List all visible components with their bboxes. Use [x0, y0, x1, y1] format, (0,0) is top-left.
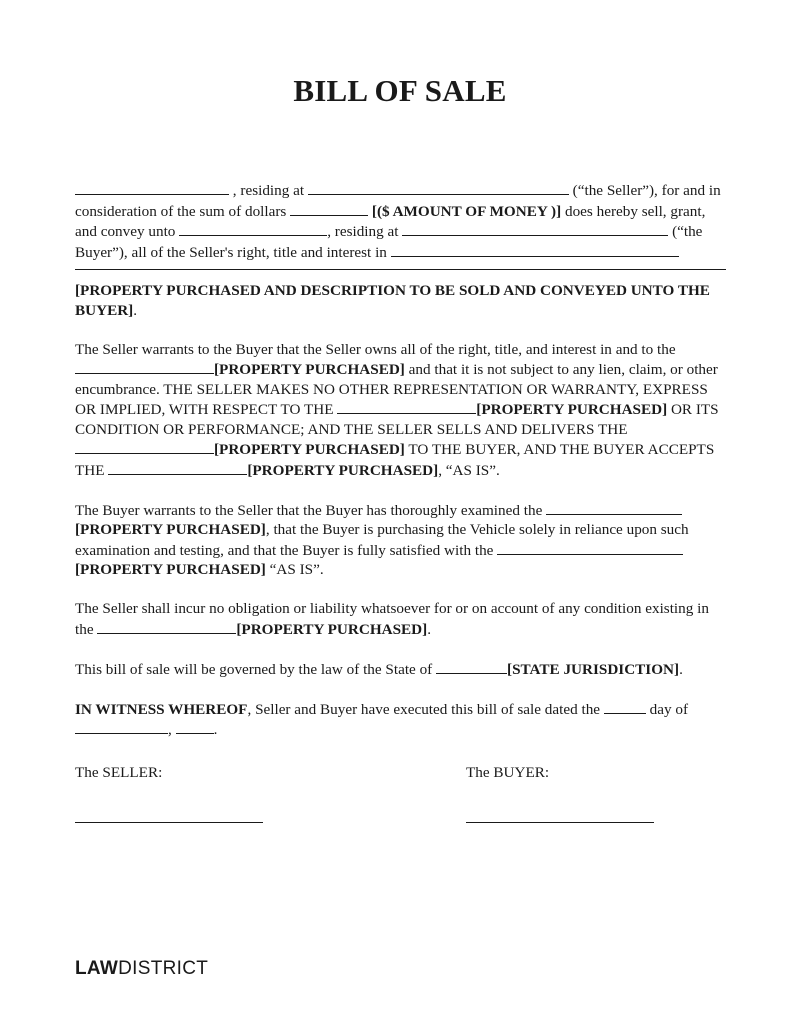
buyer-signature-label: The BUYER: — [466, 763, 550, 781]
text: (“the Buyer”), all of the Seller's right, title and interest in — [75, 223, 703, 261]
property-description-line[interactable] — [75, 269, 726, 270]
text: does hereby sell, grant, and convey unto — [75, 202, 706, 240]
text: , “AS IS”. — [438, 461, 500, 479]
text: The Buyer warrants to the Seller that the Buyer has thoroughly examined the — [75, 501, 543, 519]
seller-signature-label: The SELLER: — [75, 763, 163, 781]
text: , — [168, 721, 172, 738]
property-blank[interactable] — [75, 439, 214, 454]
liability-paragraph — [75, 599, 726, 639]
parties-paragraph — [75, 180, 726, 262]
lawdistrict-logo — [75, 958, 208, 980]
governing-law-paragraph — [75, 659, 726, 680]
property-blank[interactable] — [108, 460, 247, 475]
text: OR ITS CONDITION OR PERFORMANCE; AND THE SELLER SELLS AND DELIVERS THE — [75, 401, 719, 438]
text: . — [427, 620, 432, 638]
text: . — [133, 301, 138, 319]
year-blank[interactable] — [176, 719, 214, 734]
text: and that it is not subject to any lien, claim, or other encumbrance. THE SELLER MAKES NO OTHER REPRESENTATION OR WARRANTY, EXPRESS OR IMPLIED, WITH RESPECT TO THE — [75, 361, 718, 418]
witness-paragraph — [75, 699, 726, 740]
text: , that the Buyer is purchasing the Vehicle solely in reliance upon such examination and testing, and that the Buyer is fully satisfied with the — [75, 521, 689, 559]
property-blank[interactable] — [337, 399, 476, 414]
property-description-paragraph — [75, 281, 726, 320]
month-blank[interactable] — [75, 719, 168, 734]
buyer-signature-cell — [466, 808, 654, 823]
property-description-placeholder: [PROPERTY PURCHASED AND DESCRIPTION TO BE SOLD AND CONVEYED UNTO THE BUYER] — [75, 282, 710, 319]
signature-labels — [75, 763, 726, 783]
document-body — [75, 180, 726, 823]
amount-words-blank[interactable] — [290, 201, 368, 216]
property-placeholder: [PROPERTY PURCHASED] — [75, 561, 266, 578]
property-blank[interactable] — [75, 359, 214, 374]
seller-address-blank[interactable] — [308, 180, 569, 195]
seller-warranty-paragraph — [75, 340, 726, 481]
seller-name-blank[interactable] — [75, 180, 229, 195]
buyer-address-blank[interactable] — [402, 221, 668, 236]
property-placeholder: [PROPERTY PURCHASED] — [476, 401, 668, 418]
day-blank[interactable] — [604, 699, 646, 714]
text: “AS IS”. — [269, 561, 324, 578]
text: . — [679, 660, 683, 678]
text: The Seller warrants to the Buyer that the Seller owns all of the right, title, and interest in and to the — [75, 340, 676, 358]
seller-signature-line[interactable] — [75, 808, 263, 823]
text: . — [213, 721, 218, 738]
witness-heading: IN WITNESS WHEREOF — [75, 700, 248, 718]
state-blank[interactable] — [436, 659, 507, 674]
property-placeholder: [PROPERTY PURCHASED] — [75, 521, 266, 538]
property-blank[interactable] — [497, 540, 683, 555]
text: , Seller and Buyer have executed this bill of sale dated the — [247, 700, 601, 718]
interest-blank[interactable] — [391, 242, 679, 257]
signature-lines — [75, 808, 726, 823]
logo-law-text: LAW — [75, 958, 119, 979]
text: This bill of sale will be governed by the law of the State of — [75, 660, 433, 678]
property-blank[interactable] — [546, 500, 682, 515]
text: , residing at — [232, 182, 305, 199]
text: (“the Seller”), for and in consideration of the sum of dollars — [75, 182, 721, 220]
text: day of — [649, 700, 689, 718]
text: The Seller shall incur no obligation or liability whatsoever for or on account of any condition existing in the — [75, 600, 709, 638]
property-placeholder: [PROPERTY PURCHASED] — [236, 620, 428, 638]
amount-placeholder: [($ AMOUNT OF MONEY )] — [371, 202, 562, 220]
property-placeholder: [PROPERTY PURCHASED] — [214, 441, 405, 458]
buyer-signature-line[interactable] — [466, 808, 654, 823]
seller-signature-cell — [75, 808, 466, 823]
property-placeholder: [PROPERTY PURCHASED] — [247, 461, 439, 479]
text: TO THE BUYER, AND THE BUYER ACCEPTS THE — [75, 441, 715, 479]
state-placeholder: [STATE JURISDICTION] — [507, 660, 680, 678]
buyer-name-blank[interactable] — [179, 221, 327, 236]
buyer-warranty-paragraph — [75, 500, 726, 580]
text: , residing at — [327, 223, 399, 240]
property-blank[interactable] — [97, 619, 236, 634]
logo-district-text: DISTRICT — [118, 958, 209, 979]
document-title: BILL OF SALE — [293, 73, 507, 108]
property-placeholder: [PROPERTY PURCHASED] — [214, 361, 405, 378]
